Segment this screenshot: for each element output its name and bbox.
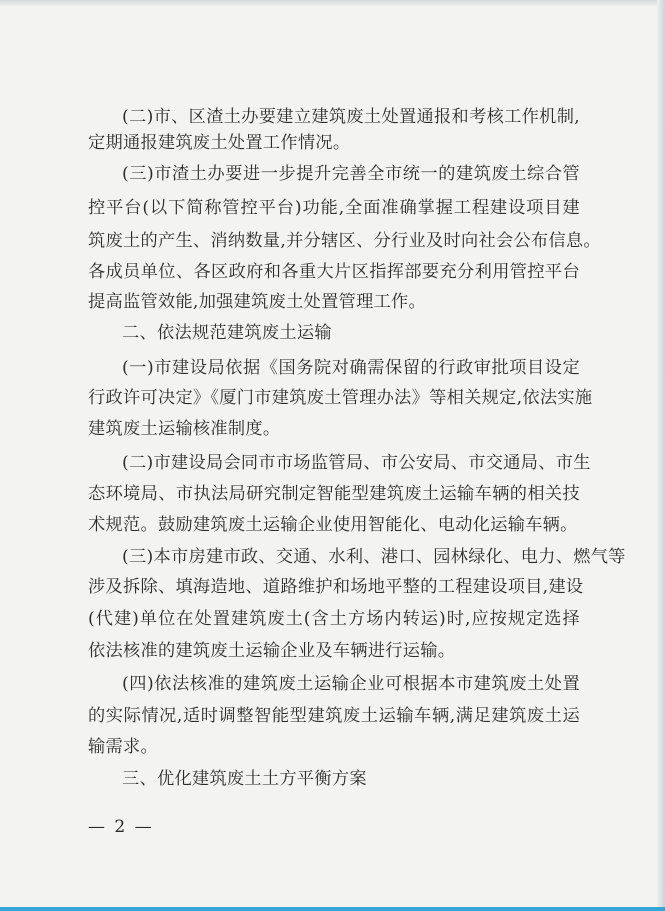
paragraph-line: 涉及拆除、填海造地、道路维护和场地平整的工程建设项目,建设	[88, 577, 584, 597]
paragraph-line: 筑废土的产生、消纳数量,并分辖区、分行业及时向社会公布信息。	[88, 231, 601, 251]
paragraph-line: 依法核准的建筑废土运输企业及车辆进行运输。	[88, 641, 456, 661]
paragraph-line: (三)本市房建市政、交通、水利、港口、园林绿化、电力、燃气等	[122, 547, 626, 567]
paragraph-line: 行政许可决定》《厦门市建筑废土管理办法》等相关规定,依法实施	[88, 388, 593, 408]
paragraph-line: 提高监管效能,加强建筑废土处置管理工作。	[88, 292, 427, 312]
paragraph-line: 控平台(以下简称管控平台)功能,全面准确掌握工程建设项目建	[88, 198, 580, 218]
section-heading: 二、依法规范建筑废土运输	[122, 323, 332, 343]
page-number: — 2 —	[88, 817, 154, 837]
paragraph-line: (二)市、区渣土办要建立建筑废土处置通报和考核工作机制,	[122, 107, 580, 127]
paragraph-line: 输需求。	[88, 737, 158, 757]
paragraph-line: (二)市建设局会同市市场监管局、市公安局、市交通局、市生	[122, 453, 591, 473]
paragraph-line: 的实际情况,适时调整智能型建筑废土运输车辆,满足建筑废土运	[88, 706, 580, 726]
paragraph-line: 定期通报建筑废土处置工作情况。	[88, 133, 351, 153]
paragraph-line: 建筑废土运输核准制度。	[88, 419, 281, 439]
section-heading: 三、优化建筑废土土方平衡方案	[122, 769, 367, 789]
paragraph-line: (四)依法核准的建筑废土运输企业可根据本市建筑废土处置	[122, 674, 580, 694]
paragraph-line: (三)市渣土办要进一步提升完善全市统一的建筑废土综合管	[122, 164, 580, 184]
paragraph-line: 各成员单位、各区政府和各重大片区指挥部要充分利用管控平台	[88, 262, 580, 282]
paragraph-line: 态环境局、市执法局研究制定智能型建筑废土运输车辆的相关技	[88, 484, 580, 504]
paragraph-line: (代建)单位在处置建筑废土(含土方场内转运)时,应按规定选择	[88, 609, 580, 629]
paragraph-line: 术规范。鼓励建筑废土运输企业使用智能化、电动化运输车辆。	[88, 515, 578, 535]
paragraph-line: (一)市建设局依据《国务院对确需保留的行政审批项目设定	[122, 358, 580, 378]
